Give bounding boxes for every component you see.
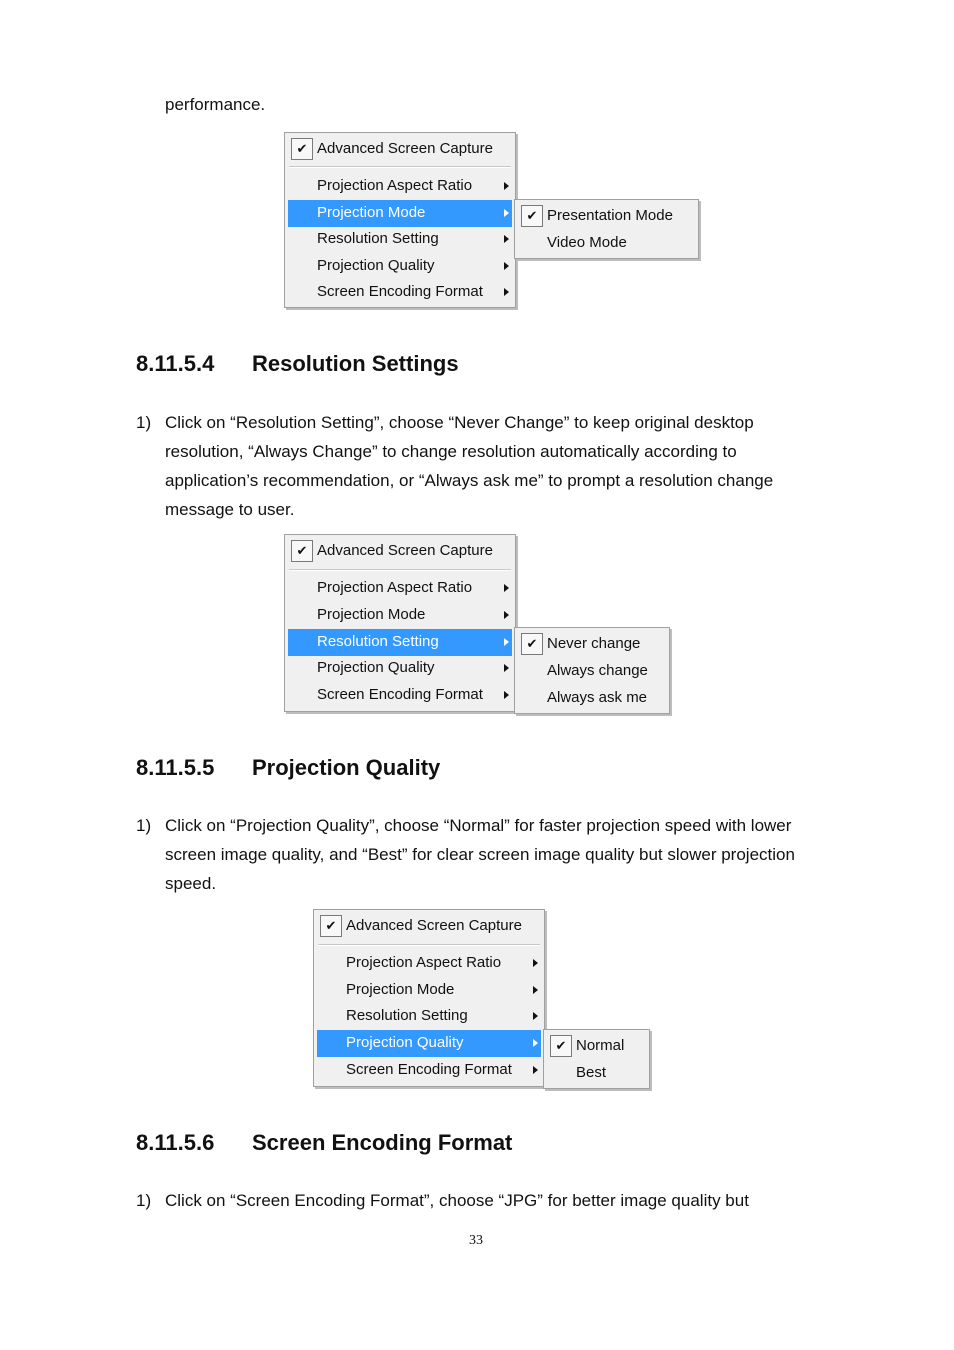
submenu-arrow-icon — [504, 209, 509, 217]
menu-item-projection-quality[interactable]: Projection Quality — [288, 655, 512, 682]
menu-item-projection-mode[interactable]: Projection Mode — [317, 977, 541, 1004]
menu-item-resolution-setting[interactable]: Resolution Setting — [317, 1003, 541, 1030]
menu-item-screen-encoding-format[interactable]: Screen Encoding Format — [288, 682, 512, 709]
menu-item-projection-quality[interactable]: Projection Quality — [288, 253, 512, 280]
check-icon: ✔ — [521, 633, 543, 655]
submenu-item-normal[interactable]: ✔ Normal — [547, 1033, 646, 1060]
menu-item-advanced-screen-capture[interactable]: ✔ Advanced Screen Capture — [288, 136, 512, 163]
submenu-item-video-mode[interactable]: Video Mode — [547, 234, 627, 251]
check-icon: ✔ — [521, 205, 543, 227]
submenu-arrow-icon — [504, 664, 509, 672]
list-item-text: Click on “Projection Quality”, choose “Normal” for faster projection speed with lower screen image quality, and “Best” for clear screen image quality but slower projection speed. — [165, 816, 795, 893]
list-number: 1) — [136, 413, 152, 432]
menu-separator — [289, 569, 511, 571]
context-menu — [284, 132, 516, 308]
submenu-arrow-icon — [533, 986, 538, 994]
context-menu — [313, 909, 545, 1087]
context-menu — [284, 534, 516, 712]
check-icon: ✔ — [320, 915, 342, 937]
submenu-resolution-setting — [514, 627, 670, 714]
check-icon: ✔ — [291, 540, 313, 562]
menu-item-projection-quality[interactable]: Projection Quality — [317, 1030, 541, 1057]
submenu-arrow-icon — [504, 262, 509, 270]
submenu-arrow-icon — [504, 235, 509, 243]
paragraph-continuation: performance. — [165, 95, 266, 114]
menu-item-projection-aspect-ratio[interactable]: Projection Aspect Ratio — [317, 950, 541, 977]
list-item-text: Click on “Screen Encoding Format”, choose “JPG” for better image quality but — [165, 1191, 749, 1210]
menu-item-screen-encoding-format[interactable]: Screen Encoding Format — [288, 279, 512, 306]
menu-item-projection-aspect-ratio[interactable]: Projection Aspect Ratio — [288, 575, 512, 602]
section-heading: 8.11.5.5 Projection Quality — [136, 755, 441, 780]
submenu-arrow-icon — [504, 611, 509, 619]
submenu-arrow-icon — [504, 584, 509, 592]
list-item-text: Click on “Resolution Setting”, choose “Never Change” to keep original desktop resolution, “Always Change” to change resolution automatically according to application’s recommendation, or “Always ask me” to prompt a resolution change message to user. — [165, 413, 774, 519]
menu-item-screen-encoding-format[interactable]: Screen Encoding Format — [317, 1057, 541, 1084]
menu-item-projection-aspect-ratio[interactable]: Projection Aspect Ratio — [288, 173, 512, 200]
submenu-arrow-icon — [533, 1066, 538, 1074]
submenu-item-never-change[interactable]: ✔ Never change — [518, 631, 666, 658]
menu-separator — [318, 944, 540, 946]
submenu-arrow-icon — [504, 182, 509, 190]
menu-item-advanced-screen-capture[interactable]: ✔ Advanced Screen Capture — [288, 538, 512, 565]
submenu-arrow-icon — [504, 691, 509, 699]
submenu-arrow-icon — [533, 959, 538, 967]
menu-item-projection-mode[interactable]: Projection Mode — [288, 200, 512, 227]
submenu-item-presentation-mode[interactable]: ✔ Presentation Mode — [518, 203, 695, 230]
submenu-arrow-icon — [504, 638, 509, 646]
menu-item-resolution-setting[interactable]: Resolution Setting — [288, 226, 512, 253]
submenu-projection-quality — [543, 1029, 650, 1089]
section-heading: 8.11.5.4 Resolution Settings — [136, 351, 459, 376]
menu-item-projection-mode[interactable]: Projection Mode — [288, 602, 512, 629]
section-heading: 8.11.5.6 Screen Encoding Format — [136, 1130, 513, 1155]
menu-item-advanced-screen-capture[interactable]: ✔ Advanced Screen Capture — [317, 913, 541, 940]
menu-item-resolution-setting[interactable]: Resolution Setting — [288, 629, 512, 656]
submenu-item-always-ask-me[interactable]: Always ask me — [547, 689, 648, 706]
check-icon: ✔ — [550, 1035, 572, 1057]
submenu-item-best[interactable]: Best — [576, 1064, 607, 1081]
list-number: 1) — [136, 816, 152, 835]
check-icon: ✔ — [291, 138, 313, 160]
submenu-arrow-icon — [533, 1012, 538, 1020]
list-number: 1) — [136, 1191, 152, 1210]
submenu-arrow-icon — [504, 288, 509, 296]
menu-separator — [289, 166, 511, 168]
submenu-projection-mode — [514, 199, 699, 259]
submenu-arrow-icon — [533, 1039, 538, 1047]
submenu-item-always-change[interactable]: Always change — [547, 662, 648, 679]
page-number: 33 — [469, 1233, 483, 1248]
